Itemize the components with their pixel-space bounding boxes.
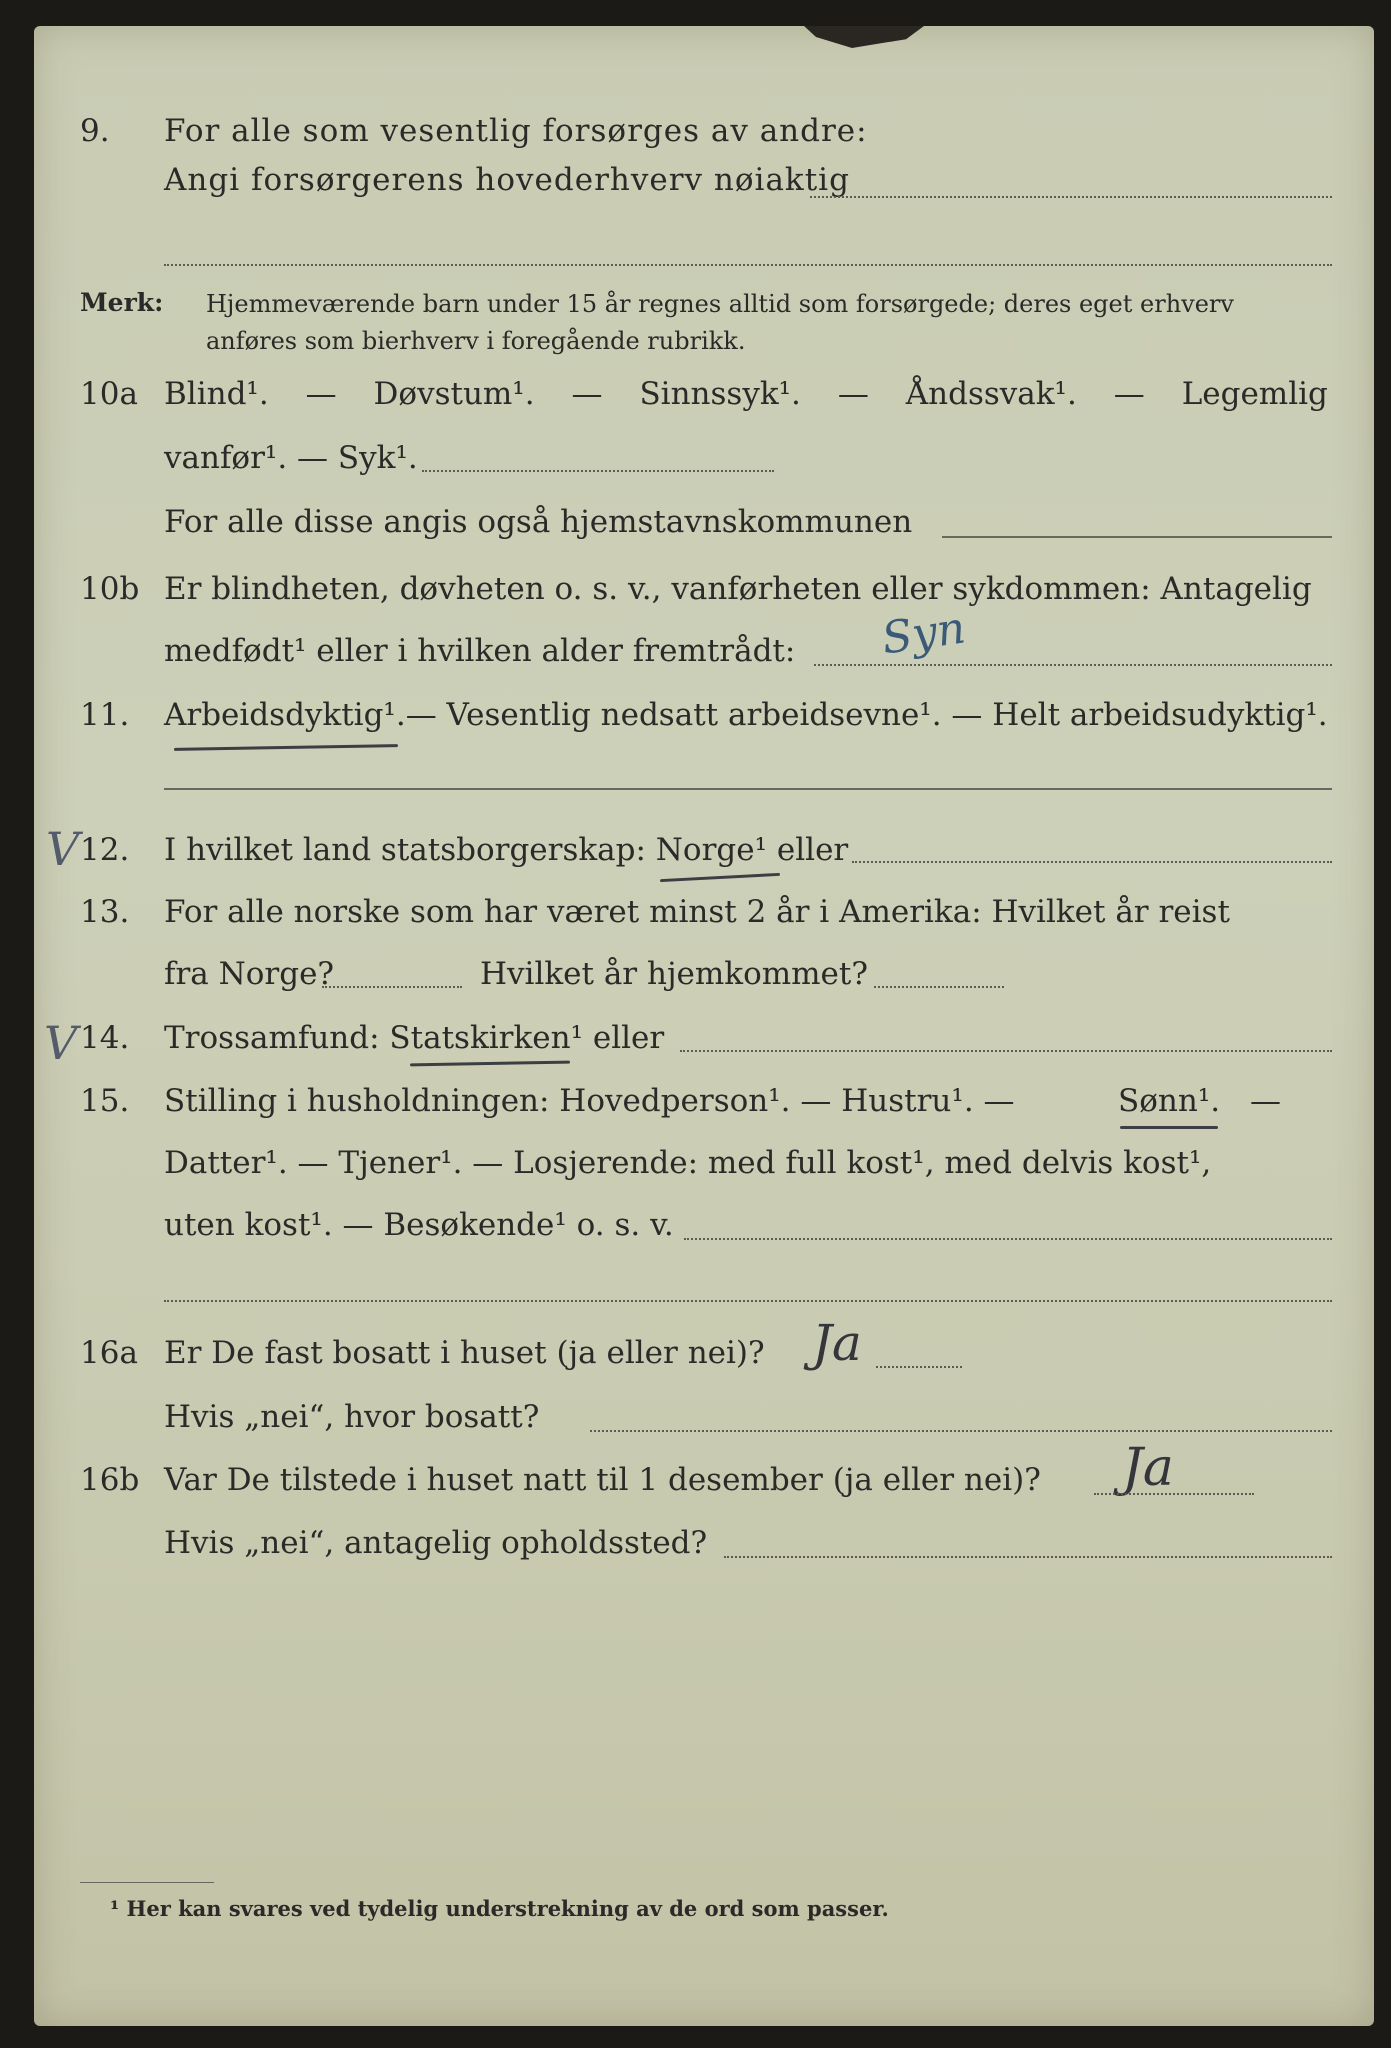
- q10b-answer-line[interactable]: [814, 664, 1332, 666]
- dash: —: [305, 376, 337, 412]
- check-mark-14: V: [44, 1016, 78, 1070]
- q11-answer-line[interactable]: [164, 788, 1332, 790]
- q16b-answer-line[interactable]: [1094, 1493, 1254, 1495]
- merk-label: Merk:: [80, 288, 164, 317]
- q12-number: 12.: [80, 832, 130, 868]
- underline-arbeidsdyktig: [174, 744, 398, 751]
- q13-number: 13.: [80, 894, 130, 930]
- q10a-vanfor-syk: vanfør¹. — Syk¹.: [164, 440, 418, 476]
- option-sonn[interactable]: Sønn¹.: [1118, 1083, 1221, 1119]
- q16b-question-2: Hvis „nei“, antagelig opholdssted?: [164, 1525, 708, 1561]
- footnote: ¹ Her kan svares ved tydelig understrekning av de ord som passer.: [110, 1896, 889, 1921]
- q16a-where-line[interactable]: [590, 1430, 1332, 1432]
- q10b-number: 10b: [80, 571, 140, 607]
- q10a-number: 10a: [80, 376, 138, 412]
- q15-answer-line-2[interactable]: [164, 1300, 1332, 1302]
- underline-norge: [660, 873, 780, 882]
- footnote-rule: [80, 1882, 214, 1883]
- option-dovstum[interactable]: Døvstum¹.: [373, 376, 535, 412]
- option-andssvak[interactable]: Åndssvak¹.: [905, 376, 1077, 412]
- q14-eller: eller: [592, 1020, 665, 1056]
- dash: —: [837, 376, 869, 412]
- q15-options-2[interactable]: Datter¹. — Tjener¹. — Losjerende: med full kost¹, med delvis kost¹,: [164, 1145, 1212, 1181]
- option-sinnssyk[interactable]: Sinnssyk¹.: [639, 376, 801, 412]
- q14-question: [164, 1020, 664, 1056]
- q16a-handwritten-answer: Ja: [812, 1314, 862, 1372]
- q9-answer-line[interactable]: [810, 196, 1332, 198]
- q10a-syk-line[interactable]: [422, 470, 774, 472]
- q10a-options: [164, 376, 1328, 412]
- q16a-question: Er De fast bosatt i huset (ja eller nei)?: [164, 1335, 765, 1371]
- q10b-question-2: medfødt¹ eller i hvilken alder fremtrådt:: [164, 633, 796, 669]
- q9-question: For alle som vesentlig forsørges av andre:: [164, 113, 868, 149]
- q12-question: [164, 832, 848, 868]
- q9-question-2: Angi forsørgerens hovederhverv nøiaktig: [164, 162, 850, 198]
- q15-options-3[interactable]: uten kost¹. — Besøkende¹ o. s. v.: [164, 1207, 674, 1243]
- q9-answer-line-2[interactable]: [164, 264, 1332, 266]
- q12-label: I hvilket land statsborgerskap:: [164, 832, 646, 868]
- dash: —: [1113, 376, 1145, 412]
- q15-number: 15.: [80, 1083, 130, 1119]
- q15-question: Stilling i husholdningen: Hovedperson¹. — Hustru¹. —: [164, 1083, 1015, 1119]
- underline-sonn: [1120, 1126, 1218, 1129]
- merk-text: Hjemmeværende barn under 15 år regnes alltid som forsørgede; deres eget erhverv anføres som bierhverv i foregående rubrikk.: [206, 290, 1234, 355]
- q16b-number: 16b: [80, 1462, 140, 1498]
- underline-statskirken: [410, 1061, 570, 1067]
- q14-answer-line[interactable]: [680, 1050, 1332, 1052]
- option-statskirken[interactable]: Statskirken¹: [389, 1020, 583, 1056]
- q13-hjemkommet-line[interactable]: [874, 986, 1004, 988]
- q13-reist-label: fra Norge?: [164, 956, 335, 992]
- q13-question: For alle norske som har været minst 2 år i Amerika: Hvilket år reist: [164, 894, 1230, 930]
- q16a-question-2: Hvis „nei“, hvor bosatt?: [164, 1399, 540, 1435]
- torn-edge: [804, 26, 924, 48]
- q13-hjemkommet-label: Hvilket år hjemkommet?: [480, 956, 868, 992]
- dash: —: [571, 376, 603, 412]
- q15-dash: —: [1250, 1083, 1281, 1119]
- q15-answer-line[interactable]: [684, 1238, 1332, 1240]
- check-mark-12: V: [46, 822, 80, 876]
- q11-other-options[interactable]: — Vesentlig nedsatt arbeidsevne¹. — Helt arbeidsudyktig¹.: [405, 697, 1328, 733]
- option-norge[interactable]: Norge¹: [655, 832, 768, 868]
- q16a-answer-line[interactable]: [876, 1366, 962, 1368]
- option-arbeidsdyktig[interactable]: Arbeidsdyktig¹.: [164, 697, 406, 733]
- q10b-handwritten-answer: Syn: [878, 602, 969, 665]
- q16b-question: Var De tilstede i huset natt til 1 desember (ja eller nei)?: [164, 1462, 1041, 1498]
- q12-eller: eller: [776, 832, 849, 868]
- q10a-hjemstavn: For alle disse angis også hjemstavnskommunen: [164, 504, 913, 540]
- q12-answer-line[interactable]: [852, 861, 1332, 863]
- q11-options: [164, 697, 1328, 733]
- option-blind[interactable]: Blind¹.: [164, 376, 269, 412]
- q11-number: 11.: [80, 697, 130, 733]
- q16b-where-line[interactable]: [724, 1556, 1332, 1558]
- q14-number: 14.: [80, 1020, 130, 1056]
- census-form-page: [34, 26, 1374, 2026]
- q9-number: 9.: [80, 113, 110, 149]
- q13-reist-line[interactable]: [322, 986, 462, 988]
- q14-label: Trossamfund:: [164, 1020, 380, 1056]
- q10a-hjemstavn-line[interactable]: [942, 536, 1332, 538]
- q16b-handwritten-answer: Ja: [1122, 1438, 1174, 1498]
- q10b-question: Er blindheten, døvheten o. s. v., vanførheten eller sykdommen: Antagelig: [164, 571, 1312, 607]
- option-legemlig[interactable]: Legemlig: [1181, 376, 1328, 412]
- q16a-number: 16a: [80, 1335, 138, 1371]
